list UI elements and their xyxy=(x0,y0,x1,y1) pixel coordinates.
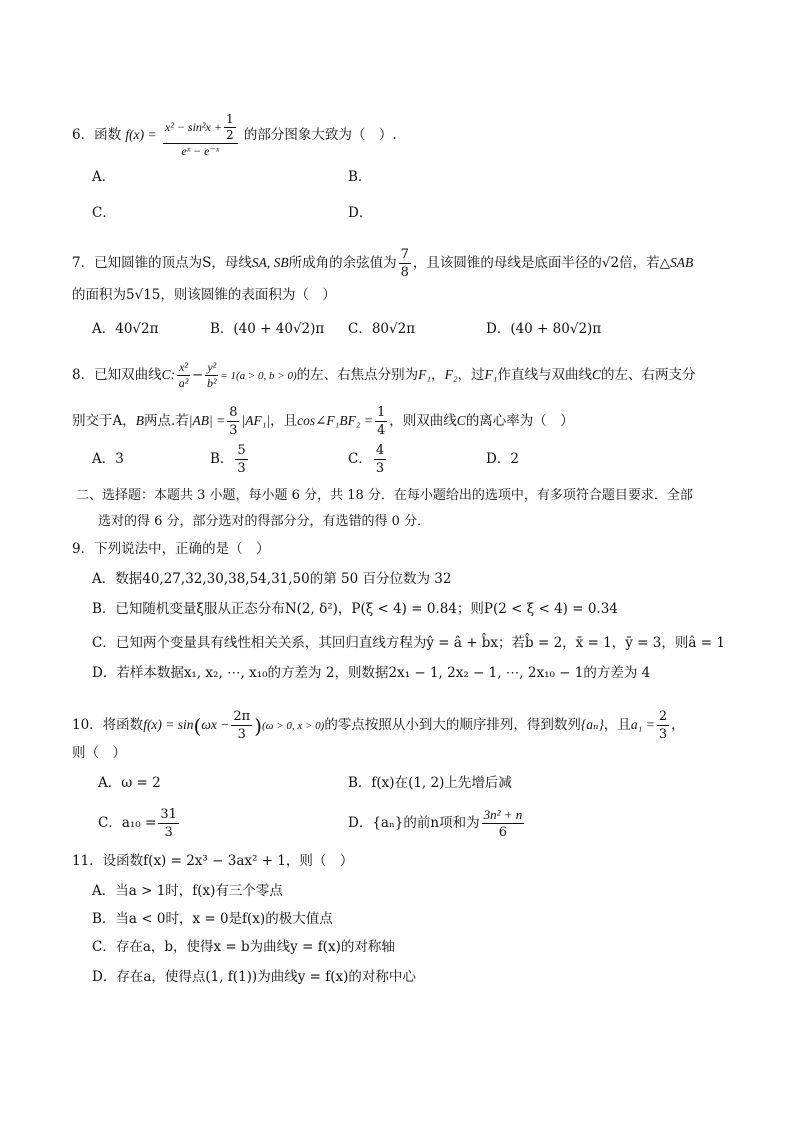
q7-text-e: 倍，若 xyxy=(619,255,660,271)
question-7-line1 xyxy=(72,246,693,281)
q8-text-e: 的左、右两支分 xyxy=(601,367,696,383)
q8-text-2d: ，则双曲线 xyxy=(389,413,457,429)
q8-cos-fraction xyxy=(375,404,387,439)
q10-a1: a₁ = xyxy=(630,717,655,732)
q8-option-a: A．3 xyxy=(92,451,124,467)
q8-text-2c: ，且 xyxy=(270,413,298,429)
q8-minus: − xyxy=(192,367,204,383)
q10-lparen: ( xyxy=(193,713,202,738)
q9-option-c: C．已知两个变量具有线性相关关系，其回归直线方程为ŷ = â + b̂x；若b̂ = 2，x̄ = 1，ȳ = 3，则â = 1 xyxy=(92,635,725,651)
q8-text-b: 的左、右焦点分别为 xyxy=(296,367,419,383)
q7-text-c: 所成角的余弦值为 xyxy=(288,255,397,271)
q10-option-d-label: D．{aₙ}的前n项和为 xyxy=(348,815,480,831)
question-7-line2 xyxy=(72,286,336,304)
q8-text-d: 作直线与双曲线 xyxy=(497,367,592,383)
q11-option-a: A．当a > 1时，f(x)有三个零点 xyxy=(92,883,283,899)
q8-option-c-den: 3 xyxy=(375,461,385,476)
q10-pi-den: 3 xyxy=(237,727,246,742)
question-10-line2: 则（ ） xyxy=(72,745,126,761)
q7-option-a: A．40√2π xyxy=(92,321,159,337)
q8-option-c xyxy=(348,442,388,477)
q10-text-c: ，且 xyxy=(603,717,631,733)
q8-text-a: 8．已知双曲线 xyxy=(72,367,162,383)
q8-text-c: ，过 xyxy=(457,367,485,383)
q10-a1-den: 3 xyxy=(658,727,668,742)
q10-rparen: ) xyxy=(254,713,263,738)
q7-cos-den: 8 xyxy=(400,265,409,280)
q10-option-d-num: 3n² + n xyxy=(483,807,523,822)
q8-a2: a² xyxy=(178,376,189,390)
question-10-line1 xyxy=(72,708,685,743)
q7-sqrt2: √2 xyxy=(601,255,620,271)
q6-half-den: 2 xyxy=(225,128,234,142)
q8-comma: ， xyxy=(431,367,445,383)
q10-text-d: ， xyxy=(671,717,685,733)
q7-text-d: ，且该圆锥的母线是底面半径的 xyxy=(412,255,602,271)
q10-pi-num: 2π xyxy=(233,709,251,724)
q7-option-b: B．(40 + 40√2)π xyxy=(210,321,325,337)
q10-text-b: 的零点按照从小到大的顺序排列，得到数列 xyxy=(324,717,581,733)
q8-y-fraction xyxy=(205,360,218,391)
q8-option-d: D．2 xyxy=(486,451,519,467)
q10-seq: {aₙ} xyxy=(580,717,604,732)
q8-text-2a: 别交于A， xyxy=(72,413,136,429)
q8-x-fraction xyxy=(177,360,190,391)
q8-text-2e: 的离心率为（ ） xyxy=(465,413,574,429)
q8-c2: C xyxy=(456,413,466,428)
q7-area: 5√15 xyxy=(126,287,161,303)
q6-function: f(x) = xyxy=(125,127,157,142)
q7-option-d: D．(40 + 80√2)π xyxy=(486,321,602,337)
q8-text-2b: 两点.若 xyxy=(144,413,189,429)
q9-option-a: A．数据40,27,32,30,38,54,31,50的第 50 百分位数为 32 xyxy=(92,571,452,587)
q10-inner: ωx − xyxy=(201,717,230,732)
q7-area-text: 的面积为 xyxy=(72,287,126,303)
q8-ratio-fraction xyxy=(227,404,239,439)
q7-tail: ，则该圆锥的表面积为（ ） xyxy=(160,287,336,303)
q6-tail: 的部分图象大致为（ ）. xyxy=(243,127,397,143)
q7-cos-num: 7 xyxy=(400,247,409,262)
q8-x2: x² xyxy=(179,360,189,374)
q6-option-c: C． xyxy=(92,205,116,221)
section-2-header-line2: 选对的得 6 分，部分选对的得部分分，有选错的得 0 分． xyxy=(98,514,431,529)
q8-ratio-den: 3 xyxy=(229,423,238,438)
q10-a1-fraction xyxy=(657,708,669,743)
q6-fraction xyxy=(163,112,238,159)
q8-f2: F₂ xyxy=(444,367,458,382)
question-8-line1 xyxy=(72,360,696,391)
q8-option-b-den: 3 xyxy=(237,461,246,476)
q8-f1b: F₁ xyxy=(484,367,498,382)
q10-text-a: 10．将函数 xyxy=(72,717,144,733)
section-2-header-line1: 二、选择题：本题共 3 小题，每小题 6 分，共 18 分．在每小题给出的选项中，有多项符合题目要求．全部 xyxy=(76,488,693,503)
q10-option-d xyxy=(348,806,526,841)
q8-option-c-num: 4 xyxy=(375,443,385,458)
q10-option-d-den: 6 xyxy=(498,825,508,840)
q11-option-b: B．当a < 0时，x = 0是f(x)的极大值点 xyxy=(92,911,333,927)
q8-cos: cos∠F₁BF₂ = xyxy=(297,413,374,428)
q10-option-b: B．f(x)在(1, 2)上先增后减 xyxy=(348,775,512,791)
q10-option-c-den: 3 xyxy=(164,825,173,840)
q10-option-a: A．ω = 2 xyxy=(98,775,161,791)
q10-condition: (ω > 0, x > 0) xyxy=(262,720,325,732)
q6-half-num: 1 xyxy=(225,112,234,126)
q6-option-d: D． xyxy=(348,205,373,221)
q6-label: 6．函数 xyxy=(72,127,122,143)
q8-option-c-label: C． xyxy=(348,451,372,467)
q7-cos-fraction xyxy=(399,246,411,281)
question-11-stem: 11．设函数f(x) = 2x³ − 3ax² + 1，则（ ） xyxy=(72,853,354,869)
question-6-stem xyxy=(72,112,397,159)
q8-equation: = 1(a > 0, b > 0) xyxy=(220,370,297,382)
q11-option-c: C．存在a，b，使得x = b为曲线y = f(x)的对称轴 xyxy=(92,939,395,955)
q10-option-c-label: C．a₁₀ = xyxy=(98,815,157,831)
q10-option-c xyxy=(98,806,181,841)
q8-b2: b² xyxy=(207,376,217,390)
q8-curve: C: xyxy=(161,367,176,382)
q7-sa-sb: SA, SB xyxy=(251,255,289,270)
question-9-stem: 9．下列说法中，正确的是（ ） xyxy=(72,541,270,557)
q8-f1: F₁ xyxy=(418,367,432,382)
q9-option-d: D．若样本数据x₁, x₂, ⋯, x₁₀的方差为 2，则数据2x₁ − 1, 2x₂ − 1, ⋯, 2x₁₀ − 1的方差为 4 xyxy=(92,665,651,681)
q8-cos-den: 4 xyxy=(377,423,386,438)
q7-option-c: C．80√2π xyxy=(348,321,416,337)
q10-function: f(x) = sin xyxy=(143,717,194,732)
q6-denominator: eˣ − e⁻ˣ xyxy=(181,144,220,158)
q8-option-b-num: 5 xyxy=(237,443,246,458)
question-8-line2 xyxy=(72,404,574,439)
q9-option-b: B．已知随机变量ξ服从正态分布N(2, δ²)，P(ξ < 4) = 0.84；则P(2 < ξ < 4) = 0.34 xyxy=(92,601,618,617)
q7-text-a: 7．已知圆锥的顶点为S，母线 xyxy=(72,255,252,271)
q8-c: C xyxy=(592,367,602,382)
q8-option-b xyxy=(210,442,250,477)
q7-triangle: △SAB xyxy=(659,255,694,270)
q11-option-d: D．存在a，使得点(1, f(1))为曲线y = f(x)的对称中心 xyxy=(92,969,416,985)
q6-option-a: A． xyxy=(92,169,116,185)
q8-option-b-label: B． xyxy=(210,451,234,467)
q8-y2: y² xyxy=(207,360,217,374)
q6-numerator: x² − sin²x + xyxy=(164,120,222,134)
q8-af1: |AF₁| xyxy=(241,413,271,428)
q8-b: B xyxy=(135,413,144,428)
q8-cos-num: 1 xyxy=(377,405,386,420)
q8-ab: |AB| = xyxy=(188,413,226,428)
q10-a1-num: 2 xyxy=(658,709,668,724)
q6-option-b: B． xyxy=(348,169,372,185)
q8-ratio-num: 8 xyxy=(229,405,238,420)
q10-pi-fraction xyxy=(231,708,252,743)
q10-option-c-num: 31 xyxy=(160,807,177,822)
